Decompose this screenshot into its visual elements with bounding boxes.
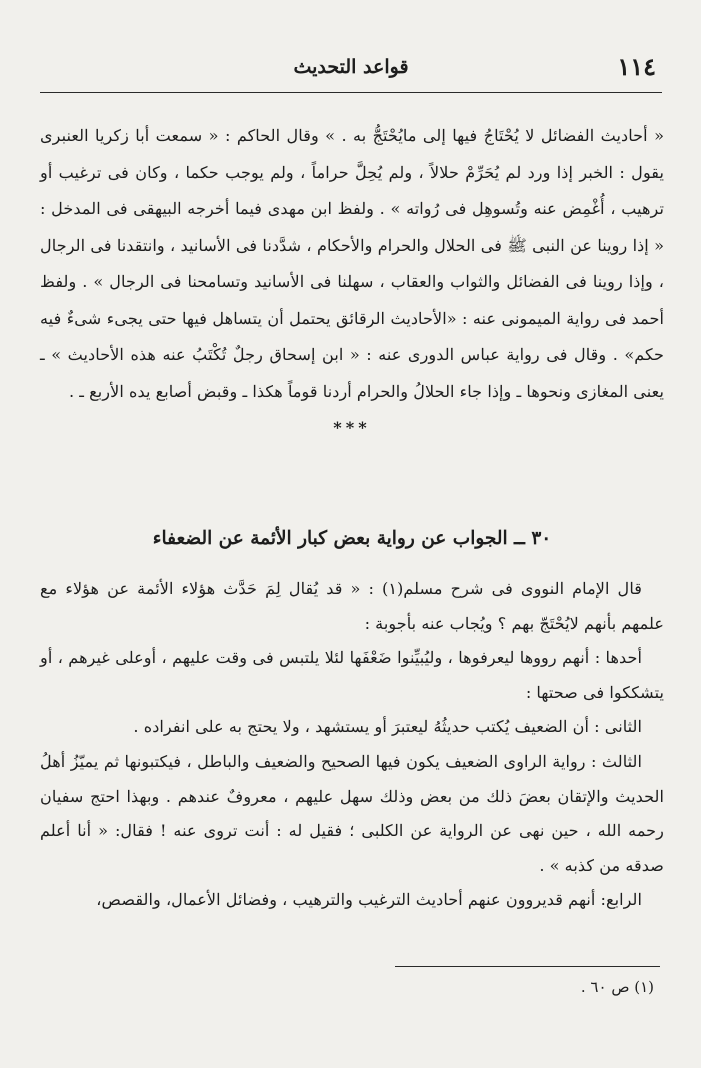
footnote: (١) ص ٦٠ . <box>580 978 654 996</box>
answer-one: أحدها : أنهم رووها ليعرفوها ، وليُبيِّنوا ضَعْفَها لئلا يلتبس فى وقت عليهم ، أوعلى غيرهم ، أو يتشككوا فى صحتها : <box>40 648 664 702</box>
section-heading: ٣٠ ــ الجواب عن رواية بعض كبار الأئمة عن الضعفاء <box>152 528 552 549</box>
section-text <box>40 572 664 918</box>
page-header <box>40 52 662 93</box>
answer-three: الثالث : رواية الراوى الضعيف يكون فيها الصحيح والضعيف والباطل ، فيكتبونها ثم يميّزُ أهلُ الحديث والإتقان بعضَ ذلك من بعض وذلك سهل عليهم ، معروفٌ عندهم . وبهذا احتج سفيان رحمه الله ، حين نهى عن الرواية عن الكلبى ؛ فقيل له : أنت تروى عنه ! فقال: « أنا أعلم صدقه من كذبه » . <box>40 751 664 875</box>
paragraph: قال الإمام النووى فى شرح مسلم(١) : « قد يُقال لِمَ حَدَّث هؤلاء الأئمة عن هؤلاء مع علمهم بأنهم لايُحْتَجّ بهم ؟ ويُجاب عنه بأجوبة : <box>40 579 664 633</box>
footnote-divider <box>395 966 660 967</box>
answer-four: الرابع: أنهم قديروون عنهم أحاديث الترغيب والترهيب ، وفضائل الأعمال، والقصص، <box>96 890 642 910</box>
answer-two: الثانى : أن الضعيف يُكتب حديثُهُ ليعتبرَ أو يستشهد ، ولا يحتج به على انفراده . <box>133 717 642 737</box>
main-text <box>40 118 664 447</box>
page-number: ١١٤ <box>617 52 656 81</box>
separator-stars: *** <box>333 418 371 437</box>
paragraph: « أحاديث الفضائل لا يُحْتَاجُ فيها إلى مايُحْتَجُّ به . » وقال الحاكم : « سمعت أبا زكريا العنبرى يقول : الخبر إذا ورد لم يُحَرِّمْ حلالاً ، ولم يُحِلَّ حراماً ، ولم يوجب حكما ، وكان فى ترغيب أو ترهيب ، أُغْمِض عنه وتُسوهِل فى رُواته » . ولفظ ابن مهدى فيما أخرجه البيهقى فى المدخل : « إذا روينا عن النبى ﷺ فى الحلال والحرام والأحكام ، شدَّدنا فى الأسانيد ، وانتقدنا فى الرجال ، وإذا روينا فى الفضائل والثواب والعقاب ، سهلنا فى الأسانيد وتسامحنا فى الرجال » . ولفظ أحمد فى رواية الميمونى عنه : «الأحاديث الرقائق يحتمل أن يتساهل فيها حتى يجىء شىءٌ فيه حكم» . وقال فى رواية عباس الدورى عنه : « ابن إسحاق رجلٌ تُكْتَبُ عنه هذه الأحاديث » ـ يعنى المغازى ونحوها ـ وإذا جاء الحلالُ والحرام أردنا قوماً هكذا ـ وقبض أصابع يده الأربع ـ . <box>40 126 664 401</box>
running-title: قواعد التحديث <box>293 56 409 78</box>
